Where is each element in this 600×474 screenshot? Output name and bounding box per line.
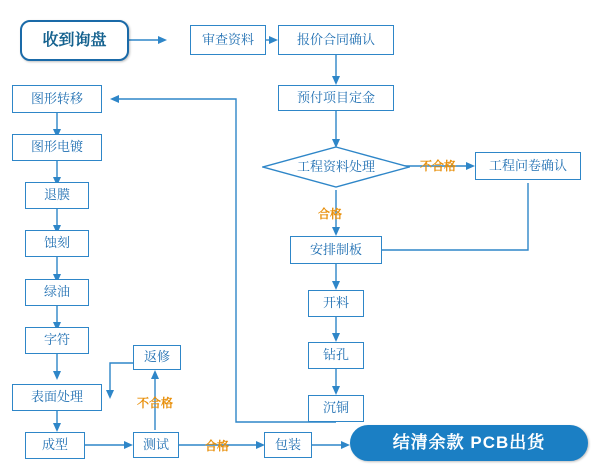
node-engineering-data[interactable] (262, 146, 410, 188)
node-cut[interactable]: 开料 (308, 290, 364, 317)
node-test[interactable]: 测试 (133, 432, 179, 458)
node-engineering-data-label: 工程资料处理 (296, 158, 375, 174)
edge-label-test-pass: 合格 (205, 439, 230, 453)
node-profiling[interactable]: 成型 (25, 432, 85, 459)
edge-label-engineering-fail: 不合格 (420, 159, 457, 173)
node-drill[interactable]: 钻孔 (308, 342, 364, 369)
node-packaging[interactable]: 包装 (264, 432, 312, 458)
node-review[interactable]: 审查资料 (190, 25, 266, 55)
node-strip[interactable]: 退膜 (25, 182, 89, 209)
edge-label-test-fail: 不合格 (137, 396, 174, 410)
node-rework[interactable]: 返修 (133, 345, 181, 370)
node-survey[interactable]: 工程问卷确认 (475, 152, 581, 180)
node-quote[interactable]: 报价合同确认 (278, 25, 394, 55)
node-surface-finish[interactable]: 表面处理 (12, 384, 102, 411)
node-etch[interactable]: 蚀刻 (25, 230, 89, 257)
edge-label-engineering-pass: 合格 (318, 207, 343, 221)
node-deposit[interactable]: 预付项目定金 (278, 85, 394, 111)
node-transfer[interactable]: 图形转移 (12, 85, 102, 113)
node-shipment[interactable]: 结清余款 PCB出货 (350, 425, 588, 461)
node-panel[interactable]: 安排制板 (290, 236, 382, 264)
node-start[interactable]: 收到询盘 (20, 20, 129, 61)
node-legend[interactable]: 字符 (25, 327, 89, 354)
node-copper[interactable]: 沉铜 (308, 395, 364, 422)
node-solder-mask[interactable]: 绿油 (25, 279, 89, 306)
node-plating[interactable]: 图形电镀 (12, 134, 102, 161)
